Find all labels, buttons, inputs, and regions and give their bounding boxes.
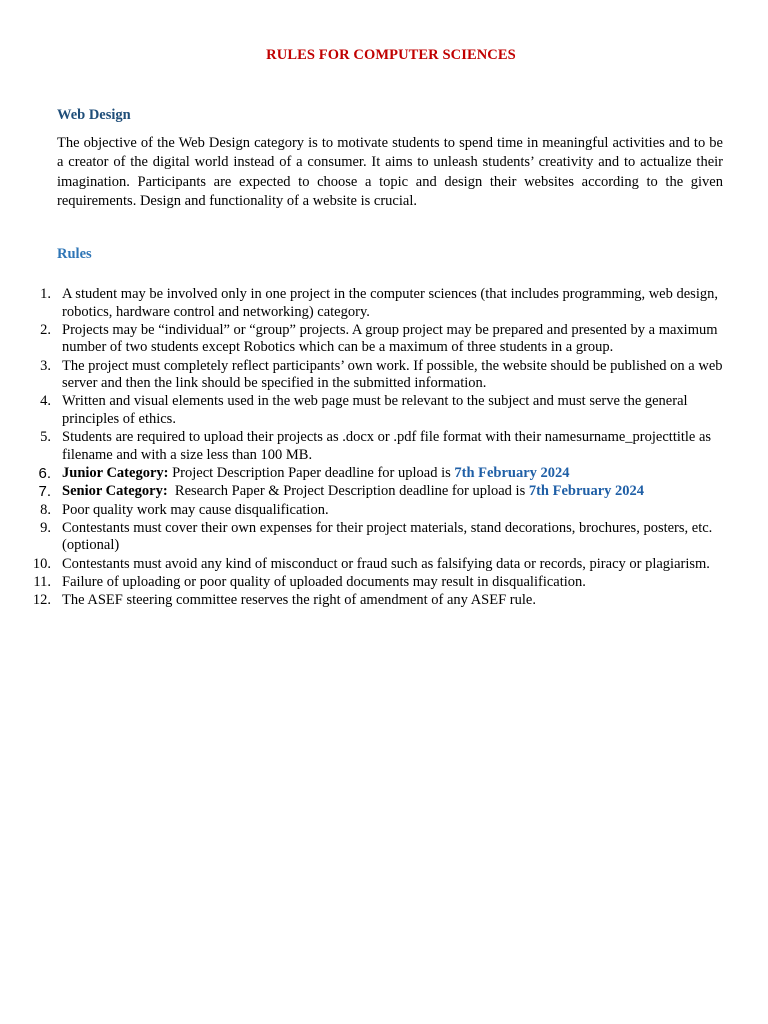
- web-design-heading: Web Design: [57, 107, 131, 123]
- rule-item-6: [0, 465, 768, 483]
- rule-item-12: [0, 592, 768, 610]
- web-design-intro: The objective of the Web Design category is to motivate students to spend time in meaningful activities and to be a creator of the digital world instead of a consumer. It aims to unleash students’ creativity and to actualize their imagination. Participants are expected to choose a topic and design their websites according to the given requirements. Design and functionality of a website is crucial.: [57, 135, 723, 209]
- rule-item-5: [0, 429, 768, 464]
- page-title: RULES FOR COMPUTER SCIENCES: [266, 47, 516, 63]
- rule-item-11: [0, 574, 768, 592]
- rule-item-4: [0, 393, 768, 428]
- rule-item-1: [0, 286, 768, 321]
- deadline-date: 7th February 2024: [528, 483, 645, 500]
- rule-number: 10.: [32, 555, 51, 572]
- rule-item-9: [0, 520, 768, 555]
- rule-text: Project Description Paper deadline for upload is: [168, 464, 455, 481]
- rule-item-10: [0, 556, 768, 574]
- rule-text: Written and visual elements used in the web page must be relevant to the subject and must serve the general principles of ethics.: [62, 393, 688, 427]
- rule-text: A student may be involved only in one project in the computer sciences (that includes programming, web design, robotics, hardware control and networking) category.: [62, 286, 718, 320]
- rule-number: 6.: [38, 464, 51, 482]
- rule-number: 1.: [40, 286, 51, 302]
- rule-text: Failure of uploading or poor quality of uploaded documents may result in disqualification.: [62, 573, 586, 590]
- rule-text: Poor quality work may cause disqualification.: [62, 501, 329, 518]
- rule-text: Research Paper & Project Description deadline for upload is: [167, 483, 529, 500]
- rule-category-label: Senior Category:: [62, 483, 168, 500]
- rule-number: 7.: [38, 483, 51, 501]
- rules-list: [0, 286, 768, 611]
- rule-number: 4.: [40, 393, 51, 410]
- rule-item-8: [0, 502, 768, 520]
- rule-text: Contestants must cover their own expenses for their project materials, stand decorations, brochures, posters, etc.(optional): [62, 519, 713, 554]
- rule-text: Contestants must avoid any kind of misconduct or fraud such as falsifying data or records, piracy or plagiarism.: [62, 555, 710, 572]
- rule-text: The ASEF steering committee reserves the right of amendment of any ASEF rule.: [62, 592, 536, 609]
- rule-number: 8.: [40, 501, 51, 518]
- rule-number: 5.: [40, 429, 51, 446]
- rule-item-7: [0, 483, 768, 501]
- rules-heading: Rules: [57, 246, 92, 262]
- rule-number: 11.: [33, 573, 51, 590]
- rule-item-2: [0, 322, 768, 357]
- rule-text: Projects may be “individual” or “group” projects. A group project may be prepared and presented by a maximum number of two students except Robotics which can be a maximum of three students in a group.: [62, 321, 718, 356]
- rule-text: The project must completely reflect participants’ own work. If possible, the website should be published on a web server and then the link should be specified in the submitted information.: [62, 357, 723, 392]
- rule-number: 2.: [40, 321, 51, 338]
- deadline-date: 7th February 2024: [454, 464, 570, 481]
- rule-text: Students are required to upload their projects as .docx or .pdf file format with their namesurname_projecttitle as filename and with a size less than 100 MB.: [62, 429, 712, 463]
- rule-category-label: Junior Category:: [62, 464, 169, 481]
- rule-number: 12.: [32, 592, 51, 609]
- rule-number: 3.: [40, 357, 51, 374]
- rule-number: 9.: [40, 519, 51, 536]
- rule-item-3: [0, 358, 768, 393]
